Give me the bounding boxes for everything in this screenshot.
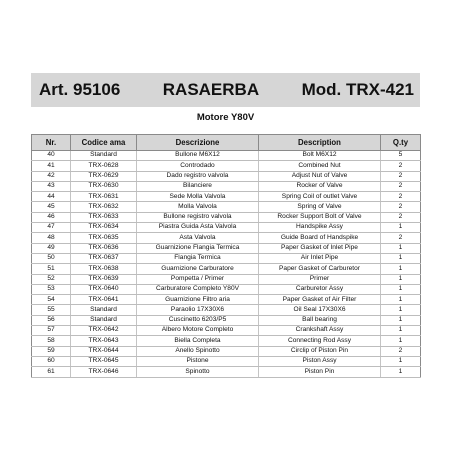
cell-description: Spring of Valve xyxy=(259,202,381,212)
title-bar xyxy=(31,73,420,107)
cell-code: TRX-0636 xyxy=(71,243,137,253)
cell-description: Primer xyxy=(259,274,381,284)
column-header-description: Description xyxy=(259,135,381,151)
table-row xyxy=(32,223,421,233)
cell-code: TRX-0640 xyxy=(71,284,137,294)
cell-nr: 40 xyxy=(32,151,71,161)
cell-description: Rocker Support Bolt of Valve xyxy=(259,212,381,222)
cell-descrizione: Paraolio 17X30X6 xyxy=(137,305,259,315)
table-row xyxy=(32,212,421,222)
cell-descrizione: Bilanciere xyxy=(137,181,259,191)
cell-descrizione: Bullone M6X12 xyxy=(137,151,259,161)
cell-code: Standard xyxy=(71,305,137,315)
cell-nr: 51 xyxy=(32,264,71,274)
cell-nr: 53 xyxy=(32,284,71,294)
cell-qty: 1 xyxy=(381,305,421,315)
cell-description: Bolt M6X12 xyxy=(259,151,381,161)
table-header-row xyxy=(32,135,421,151)
cell-nr: 59 xyxy=(32,346,71,356)
cell-code: TRX-0635 xyxy=(71,233,137,243)
cell-descrizione: Albero Motore Completo xyxy=(137,326,259,336)
cell-nr: 52 xyxy=(32,274,71,284)
cell-code: TRX-0639 xyxy=(71,274,137,284)
table-row xyxy=(32,346,421,356)
table-row xyxy=(32,161,421,171)
cell-descrizione: Molla Valvola xyxy=(137,202,259,212)
cell-qty: 2 xyxy=(381,212,421,222)
cell-nr: 54 xyxy=(32,295,71,305)
column-header-descrizione: Descrizione xyxy=(137,135,259,151)
table-row xyxy=(32,243,421,253)
table-row xyxy=(32,233,421,243)
column-header-code: Codice ama xyxy=(71,135,137,151)
cell-qty: 1 xyxy=(381,356,421,366)
cell-nr: 48 xyxy=(32,233,71,243)
cell-descrizione: Cuscinetto 6203/P5 xyxy=(137,315,259,325)
cell-code: TRX-0631 xyxy=(71,192,137,202)
cell-qty: 1 xyxy=(381,284,421,294)
cell-nr: 60 xyxy=(32,356,71,366)
cell-description: Crankshaft Assy xyxy=(259,326,381,336)
cell-qty: 2 xyxy=(381,192,421,202)
table-row xyxy=(32,326,421,336)
cell-description: Adjust Nut of Valve xyxy=(259,171,381,181)
cell-code: Standard xyxy=(71,151,137,161)
cell-qty: 2 xyxy=(381,346,421,356)
cell-nr: 43 xyxy=(32,181,71,191)
cell-code: TRX-0646 xyxy=(71,367,137,377)
column-header-nr: Nr. xyxy=(32,135,71,151)
article-number: Art. 95106 xyxy=(39,80,121,99)
table-row xyxy=(32,171,421,181)
cell-descrizione: Guarnizione Carburatore xyxy=(137,264,259,274)
cell-nr: 57 xyxy=(32,326,71,336)
cell-descrizione: Bullone registro valvola xyxy=(137,212,259,222)
cell-description: Air Inlet Pipe xyxy=(259,253,381,263)
cell-nr: 41 xyxy=(32,161,71,171)
cell-qty: 2 xyxy=(381,233,421,243)
cell-qty: 1 xyxy=(381,295,421,305)
cell-qty: 2 xyxy=(381,171,421,181)
cell-descrizione: Piastra Guida Asta Valvola xyxy=(137,223,259,233)
cell-description: Guide Board of Handspike xyxy=(259,233,381,243)
cell-qty: 1 xyxy=(381,326,421,336)
parts-table-body xyxy=(32,151,421,378)
cell-description: Ball bearing xyxy=(259,315,381,325)
cell-description: Spring Coil of outlet Valve xyxy=(259,192,381,202)
cell-description: Piston Pin xyxy=(259,367,381,377)
cell-qty: 1 xyxy=(381,336,421,346)
cell-descrizione: Controdado xyxy=(137,161,259,171)
table-row xyxy=(32,315,421,325)
cell-description: Rocker of Valve xyxy=(259,181,381,191)
table-row xyxy=(32,192,421,202)
table-row xyxy=(32,336,421,346)
cell-code: TRX-0641 xyxy=(71,295,137,305)
cell-qty: 1 xyxy=(381,315,421,325)
cell-descrizione: Guarnizione Filtro aria xyxy=(137,295,259,305)
table-row xyxy=(32,202,421,212)
cell-qty: 1 xyxy=(381,243,421,253)
cell-descrizione: Pompetta / Primer xyxy=(137,274,259,284)
cell-descrizione: Biella Completa xyxy=(137,336,259,346)
cell-qty: 1 xyxy=(381,253,421,263)
cell-nr: 47 xyxy=(32,223,71,233)
cell-descrizione: Guarnizione Flangia Termica xyxy=(137,243,259,253)
table-row xyxy=(32,295,421,305)
cell-description: Oil Seal 17X30X6 xyxy=(259,305,381,315)
cell-descrizione: Anello Spinotto xyxy=(137,346,259,356)
cell-descrizione: Flangia Termica xyxy=(137,253,259,263)
cell-nr: 61 xyxy=(32,367,71,377)
cell-nr: 46 xyxy=(32,212,71,222)
cell-qty: 1 xyxy=(381,264,421,274)
cell-description: Piston Assy xyxy=(259,356,381,366)
cell-nr: 56 xyxy=(32,315,71,325)
cell-qty: 2 xyxy=(381,202,421,212)
cell-descrizione: Pistone xyxy=(137,356,259,366)
table-row xyxy=(32,264,421,274)
cell-nr: 44 xyxy=(32,192,71,202)
cell-code: TRX-0642 xyxy=(71,326,137,336)
cell-code: TRX-0638 xyxy=(71,264,137,274)
cell-qty: 2 xyxy=(381,181,421,191)
cell-description: Handspike Assy xyxy=(259,223,381,233)
cell-description: Paper Gasket of Carburetor xyxy=(259,264,381,274)
cell-qty: 2 xyxy=(381,161,421,171)
cell-description: Paper Gasket of Inlet Pipe xyxy=(259,243,381,253)
table-row xyxy=(32,367,421,377)
cell-code: TRX-0629 xyxy=(71,171,137,181)
cell-descrizione: Dado registro valvola xyxy=(137,171,259,181)
cell-nr: 49 xyxy=(32,243,71,253)
table-row xyxy=(32,305,421,315)
cell-nr: 50 xyxy=(32,253,71,263)
cell-descrizione: Carburatore Completo Y80V xyxy=(137,284,259,294)
table-row xyxy=(32,181,421,191)
table-row xyxy=(32,151,421,161)
cell-description: Connecting Rod Assy xyxy=(259,336,381,346)
cell-descrizione: Asta Valvola xyxy=(137,233,259,243)
cell-nr: 55 xyxy=(32,305,71,315)
cell-qty: 1 xyxy=(381,223,421,233)
model-number: Mod. TRX-421 xyxy=(301,80,414,99)
cell-descrizione: Sede Molla Valvola xyxy=(137,192,259,202)
cell-nr: 58 xyxy=(32,336,71,346)
cell-code: TRX-0645 xyxy=(71,356,137,366)
product-name: RASAERBA xyxy=(162,80,260,99)
cell-description: Carburetor Assy xyxy=(259,284,381,294)
table-row xyxy=(32,284,421,294)
cell-qty: 5 xyxy=(381,151,421,161)
cell-code: TRX-0632 xyxy=(71,202,137,212)
cell-code: TRX-0643 xyxy=(71,336,137,346)
cell-description: Paper Gasket of Air Filter xyxy=(259,295,381,305)
cell-description: Circlip of Piston Pin xyxy=(259,346,381,356)
cell-qty: 1 xyxy=(381,367,421,377)
parts-table xyxy=(31,134,421,378)
table-row xyxy=(32,253,421,263)
table-row xyxy=(32,356,421,366)
column-header-qty: Q.ty xyxy=(381,135,421,151)
engine-subtitle: Motore Y80V xyxy=(196,112,255,123)
cell-nr: 45 xyxy=(32,202,71,212)
cell-qty: 1 xyxy=(381,274,421,284)
cell-code: TRX-0644 xyxy=(71,346,137,356)
cell-description: Combined Nut xyxy=(259,161,381,171)
cell-code: TRX-0628 xyxy=(71,161,137,171)
cell-descrizione: Spinotto xyxy=(137,367,259,377)
cell-code: TRX-0637 xyxy=(71,253,137,263)
table-row xyxy=(32,274,421,284)
cell-code: TRX-0634 xyxy=(71,223,137,233)
cell-nr: 42 xyxy=(32,171,71,181)
cell-code: TRX-0633 xyxy=(71,212,137,222)
cell-code: Standard xyxy=(71,315,137,325)
cell-code: TRX-0630 xyxy=(71,181,137,191)
